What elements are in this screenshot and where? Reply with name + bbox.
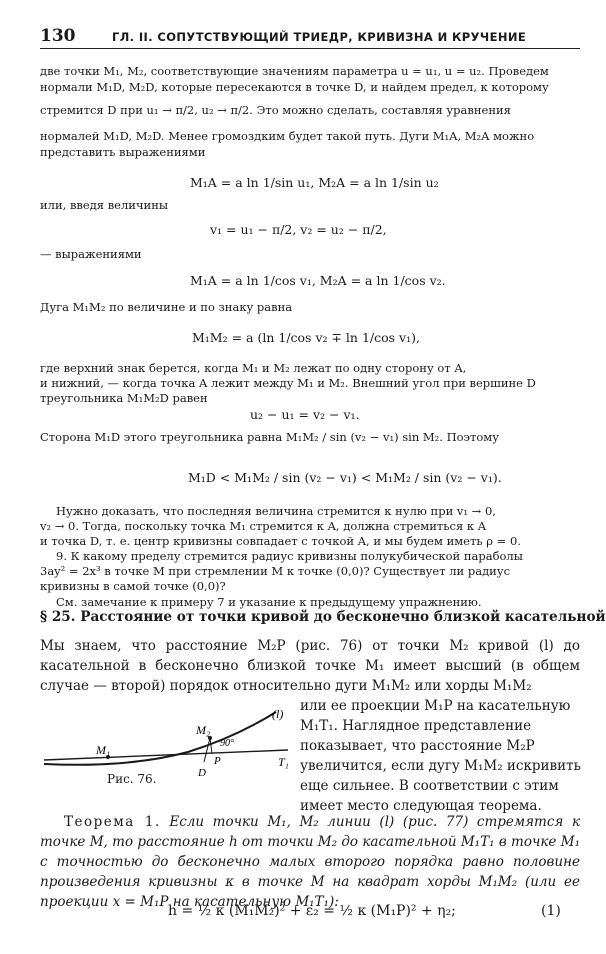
body-paragraph-1: Мы знаем, что расстояние M₂P (рис. 76) от точки M₂ кривой (l) до касательной в бесконечно близкой точке M₁ имеет высший (в общем случае — второй) порядок относительно дуги M₁M₂ или хорды M₁M₂ [40, 638, 580, 694]
text-line: нормали M₁D, M₂D, которые пересекаются в точке D, и найдем предел, к которому [40, 80, 549, 94]
text-line: две точки M₁, M₂, соответствующие значениям параметра u = u₁, u = u₂. Проведем [40, 64, 549, 78]
text-line: стремится D при u₁ → π/2, u₂ → π/2. Это можно сделать, составляя уравнения [40, 103, 511, 117]
curve-l [44, 712, 276, 765]
normal-line [204, 738, 210, 762]
tangent-line [44, 750, 288, 760]
section-heading: § 25. Расстояние от точки кривой до бесконечно близкой касательной [40, 609, 606, 625]
text-line: 3ay² = 2x³ в точке M при стремлении M к точке (0,0)? Существует ли радиус [40, 564, 511, 578]
label-angle: 90° [220, 738, 234, 749]
formula-arc-m1m2: M₁M₂ = a (ln 1/cos v₂ ∓ ln 1/cos v₁), [192, 330, 420, 345]
formula-inequality: M₁D < M₁M₂ / sin (v₂ − v₁) < M₁M₂ / sin (v₂ − v₁). [188, 470, 502, 485]
text-line: кривизны в самой точке (0,0)? [40, 579, 226, 593]
figure-caption: Рис. 76. [107, 772, 157, 786]
formula-arcs-sin: M₁A = a ln 1/sin u₁, M₂A = a ln 1/sin u₂ [190, 175, 439, 190]
body-paragraph-2: или ее проекции M₁P на касательную M₁T₁. Наглядное представление показывает, что расстояние M₂P увеличится, если дугу M₁M₂ искривить еще сильнее. В соответствии с этим имеет место следующая теорема. [300, 698, 581, 814]
theorem-label: Теорема 1. [64, 814, 161, 830]
running-header [40, 26, 580, 49]
label-m1: M₁ [96, 743, 111, 757]
label-p: P [214, 755, 221, 767]
formula-arcs-cos: M₁A = a ln 1/cos v₁, M₂A = a ln 1/cos v₂. [190, 273, 446, 288]
exercise-9: 9. К какому пределу стремится радиус кривизны полукубической параболы [56, 549, 523, 563]
text-line: — выражениями [40, 247, 142, 261]
formula-exterior-angle: u₂ − u₁ = v₂ − v₁. [250, 407, 360, 422]
theorem-1 [40, 812, 581, 910]
label-m2: M₂ [196, 723, 211, 737]
text-line: v₂ → 0. Тогда, поскольку точка M₁ стремится к A, должна стремиться к A [40, 519, 487, 533]
formula-v-definitions: v₁ = u₁ − π/2, v₂ = u₂ − π/2, [210, 222, 387, 237]
text-line: треугольника M₁M₂D равен [40, 391, 208, 405]
text-line: Дуга M₁M₂ по величине и по знаку равна [40, 300, 293, 314]
label-l: (l) [272, 707, 284, 721]
text-line: и точка D, т. е. центр кривизны совпадает с точкой A, и мы будем иметь ρ = 0. [40, 534, 521, 548]
page-number: 130 [40, 26, 76, 46]
formula-main: h = ½ κ (M₁M₂)² + ε₂ = ½ κ (M₁P)² + η₂; [168, 903, 456, 919]
remark-line: См. замечание к примеру 7 и указание к предыдущему упражнению. [56, 595, 482, 609]
figure-76 [38, 702, 300, 782]
label-d: D [198, 767, 206, 779]
text-line: Нужно доказать, что последняя величина стремится к нулю при v₁ → 0, [56, 504, 496, 518]
text-line: Сторона M₁D этого треугольника равна M₁M₂ / sin (v₂ − v₁) sin M₂. Поэтому [40, 430, 499, 444]
text-line: нормалей M₁D, M₂D. Менее громоздким будет такой путь. Дуги M₁A, M₂A можно [40, 129, 535, 143]
equation-number: (1) [541, 903, 561, 919]
text-line: или, введя величины [40, 198, 169, 212]
text-line: где верхний знак берется, когда M₁ и M₂ лежат по одну сторону от A, [40, 361, 467, 375]
perpendicular-m2p [210, 738, 212, 754]
label-t1: T₁ [278, 755, 289, 769]
theorem-text: Если точки M₁, M₂ линии (l) (рис. 77) стремятся к точке M, то расстояние h от точки M₂ до касательной M₁T₁ в точке M₁ с точностью до бесконечно малых второго порядка равно половине произведения кривизны κ в точке M на квадрат хорды M₁M₂ (или ее проекции x = M₁P на касательную M₁T₁): [40, 814, 581, 910]
running-title: ГЛ. II. СОПУТСТВУЮЩИЙ ТРИЕДР, КРИВИЗНА И КРУЧЕНИЕ [112, 30, 527, 44]
text-line: и нижний, — когда точка A лежит между M₁ и M₂. Внешний угол при вершине D [40, 376, 536, 390]
text-line: представить выражениями [40, 145, 206, 159]
